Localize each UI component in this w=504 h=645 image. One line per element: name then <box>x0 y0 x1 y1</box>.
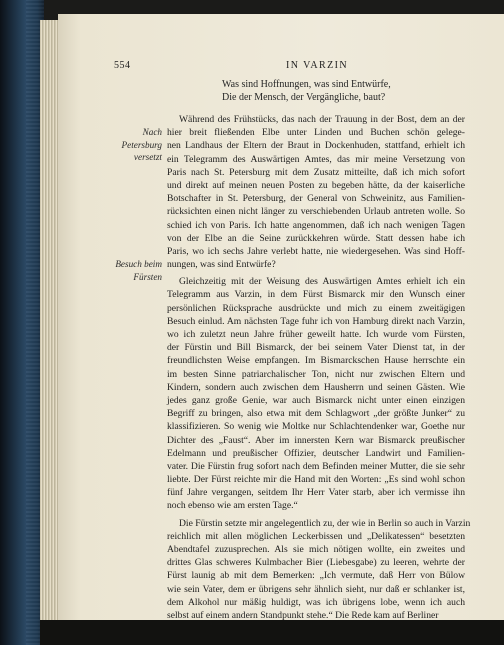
text-line: Botschafter in St. Petersburg, der General von Schweinitz, aus Familien- <box>167 193 465 205</box>
text-line: nungen, was sind Entwürfe? <box>167 259 276 271</box>
body-text <box>167 113 471 622</box>
text-line: jedes ganz große Genie, war auch Bismarck nicht unter einen einzigen <box>167 394 465 406</box>
text-line: und direkt auf meinen neuen Posten zu begeben hätte, da der kaiserliche <box>167 179 465 191</box>
text-line: klassifizieren. So wenig wie Moltke nur Schlachtendenker war, Goethe nur <box>167 421 465 433</box>
text-line: nen Landhaus der Eltern der Braut in Dockenhuden, stattfand, erhielt ich <box>167 140 465 152</box>
text-line: Dichter des „Faust“. Aber im innersten Kern war Bismarck preußischer <box>167 434 465 446</box>
paragraph <box>167 275 465 512</box>
text-line: schied ich von Paris. Ich hatte angenommen, daß ich nach wenigen Tagen <box>167 219 465 231</box>
text-line: Begriff zu bringen, also etwa mit dem Schlagwort „der größte Junker“ zu <box>167 408 465 420</box>
text-line: Besuch einlud. Am nächsten Tage fuhr ich von Hamburg direkt nach Varzin, <box>167 315 465 327</box>
verse-line: Was sind Hoffnungen, was sind Entwürfe, <box>222 79 391 90</box>
margin-note-besuch-beim-fuersten: Besuch beim Fürsten <box>115 259 162 282</box>
text-line: Gleichzeitig mit der Weisung des Auswärtigen Amtes erhielt ich ein <box>179 276 465 288</box>
text-line: der Fürstin und Bill Bismarck, der bei seinem Vater Dienst tat, in der <box>167 342 465 354</box>
text-line: freundlichsten Weise empfangen. Im Bismarckschen Hause herrschte ein <box>167 355 465 367</box>
paragraph <box>167 517 471 623</box>
text-line: Paris nach St. Petersburg mit dem Zusatz mitteilte, daß ich mich sofort <box>167 166 465 178</box>
text-line: ein Telegramm des Auswärtigen Amtes, das mir meine Versetzung von <box>167 153 465 165</box>
text-line: persönlichen Rücksprache ausdrückte und mich zu einem zweitägigen <box>167 302 465 314</box>
text-line: Paris, wo ich sechs Jahre verlebt hatte, nie wiedergesehen. Was sind Hoff- <box>167 245 465 257</box>
text-line: fünf Jahre vergangen, seitdem Ihr Herr Vater starb, aber ich vermisse ihn <box>167 487 465 499</box>
epigraph-verse <box>222 79 391 104</box>
text-line: Abendtafel zuzusprechen. Als sie mich nötigen wollte, ein zweites und <box>167 544 465 555</box>
text-line: Telegramm aus Varzin, in dem Fürst Bismarck mir den Wunsch einer <box>167 289 465 301</box>
text-line: dem Alkohol nur mäßig huldigt, was ich übrigens lobe, wenn ich auch <box>167 596 465 608</box>
text-line: rücksichten einen nicht länger zu verschiebenden Urlaub antreten wolle. So <box>167 206 465 218</box>
text-line: hier breit fließenden Elbe unter Linden und Buchen schön gelege- <box>167 127 465 139</box>
text-line: Die Fürstin setzte mir angelegentlich zu, der wie in Berlin so auch in Varzin <box>179 517 471 529</box>
text-line: liebte. Der Fürst reichte mir die Hand mit den Worten: „Es sind wohl schon <box>167 474 465 486</box>
text-line: reichlich mit allen möglichen Leckerbissen und „Delikatessen“ besetzten <box>167 530 465 542</box>
margin-note-nach-petersburg: Nach Petersburg versetzt <box>121 127 162 162</box>
bottom-shadow <box>40 620 504 645</box>
text-line: vater. Die Fürstin frug sofort nach dem Befinden meiner Mutter, die sie sehr <box>167 460 465 472</box>
text-line: Fürst launig ab mit dem Bemerken: „Ich vermute, daß Herr von Bülow <box>167 570 465 582</box>
text-line: von der Elbe an die Seine zurückkehren würde. Statt dessen habe ich <box>167 232 465 244</box>
paragraph <box>167 113 465 271</box>
page-number: 554 <box>114 60 131 71</box>
text-line: selbst auf einem andern Standpunkt stehe.“ Die Rede kam auf Berliner <box>167 609 439 621</box>
text-line: Kindern, sondern auch zwischen dem Hausherrn und seinen Gästen. Wie <box>167 381 465 393</box>
text-line: wo ich zuletzt neun Jahre früher geweilt hatte. Ich wurde vom Fürsten, <box>167 329 465 340</box>
text-line: wie sein Vater, dem er übrigens sehr ähnlich sieht, nur daß er schlanker ist, <box>167 583 465 595</box>
text-line: noch ebenso wie am ersten Tage.“ <box>167 500 298 512</box>
text-line: im besten Sinne patriarchalischer Ton, nicht nur zwischen Eltern und <box>167 368 465 380</box>
verse-line: Die der Mensch, der Vergängliche, baut? <box>222 91 386 103</box>
text-line: drittes Glas schweres Kulmbacher Bier (Liebesgabe) zu leeren, wehrte der <box>167 557 465 569</box>
text-line: Edelmann und preußischer Offizier, deutscher Landwirt und Familien- <box>167 447 465 459</box>
text-line: Während des Frühstücks, das nach der Trauung in der Bost, dem an der <box>179 114 465 125</box>
running-head: IN VARZIN <box>286 60 348 71</box>
